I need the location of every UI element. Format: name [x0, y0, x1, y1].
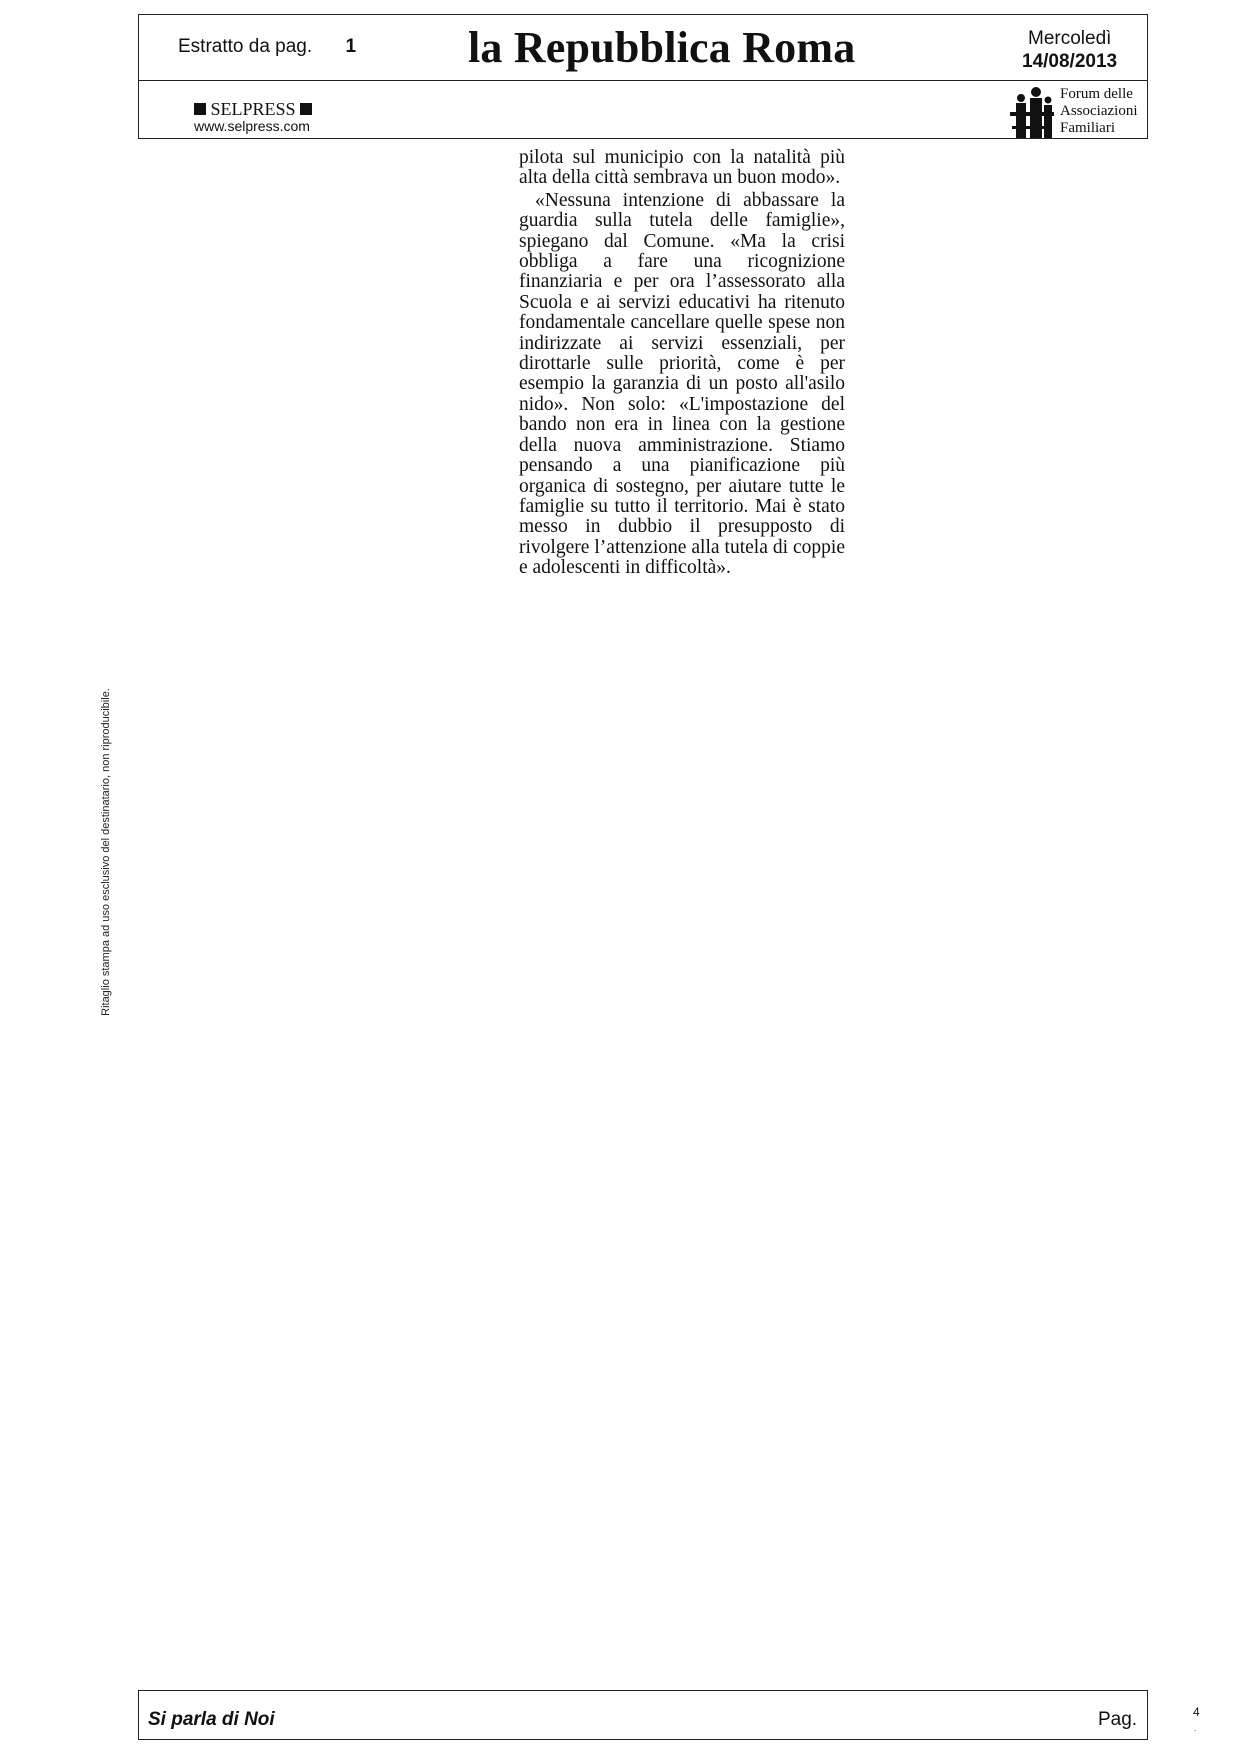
footer-bottom-rule [138, 1739, 1148, 1740]
extract-page-number: 1 [345, 36, 357, 57]
square-icon [194, 103, 206, 115]
extract-page-info [178, 36, 356, 58]
newspaper-title: la Repubblica Roma [468, 23, 856, 72]
page-footer [138, 1690, 1200, 1740]
page-header [138, 14, 1148, 139]
article-paragraph: pilota sul municipio con la natalità più alta della città sembrava un buon modo». [519, 147, 845, 189]
header-right-rule [1147, 14, 1148, 138]
article-paragraph: «Nessuna intenzione di abbassare la guardia sulla tutela delle famiglie», spiegano dal Comune. «Ma la crisi obbliga a fare una ricognizione finanziaria e per ora l’assessorato alla Scuola e ai servizi educativi ha ritenuto fondamentale cancellare quelle spese non indirizzate ai servizi essenziali, per dirottarle sulle priorità, come è per esempio la garanzia di un posto all'asilo nido». Non solo: «L'impostazione del bando non era in linea con la gestione della nuova amministrazione. Stiamo pensando a una pianificazione più organica di sostegno, per aiutare tutte le famiglie su tutto il territorio. Mai è stato messo in dubbio il presupposto di rivolgere l’attenzione alla tutela di coppie e adolescenti in difficoltà». [519, 189, 845, 579]
square-icon [300, 103, 312, 115]
extract-label: Estratto da pag. [178, 36, 313, 57]
header-bottom-rule [138, 138, 1148, 139]
forum-line-1: Forum delle [1060, 86, 1133, 102]
footer-left-rule [138, 1690, 139, 1739]
section-label: Si parla di Noi [148, 1709, 275, 1730]
page-label: Pag. [1098, 1709, 1138, 1730]
agency-name: SELPRESS [210, 99, 296, 119]
footer-top-rule [138, 1690, 1148, 1691]
selpress-logo [194, 100, 312, 118]
header-middle-rule [138, 80, 1148, 81]
header-top-rule [138, 14, 1148, 15]
forum-line-2: Associazioni [1060, 103, 1138, 119]
agency-url: www.selpress.com [194, 118, 310, 134]
footer-right-rule [1147, 1690, 1148, 1739]
page-number-dot: . [1194, 1724, 1197, 1733]
page-number: 4 [1193, 1705, 1200, 1719]
forum-name [1060, 86, 1137, 137]
article-column [519, 148, 845, 579]
header-left-rule [138, 14, 139, 138]
forum-line-3: Familiari [1060, 120, 1115, 136]
copyright-note: Ritaglio stampa ad uso esclusivo del destinatario, non riproducibile. [100, 688, 112, 1016]
publication-date: 14/08/2013 [1022, 51, 1118, 72]
forum-family-icon [1008, 86, 1056, 138]
publication-weekday: Mercoledì [1028, 28, 1112, 49]
